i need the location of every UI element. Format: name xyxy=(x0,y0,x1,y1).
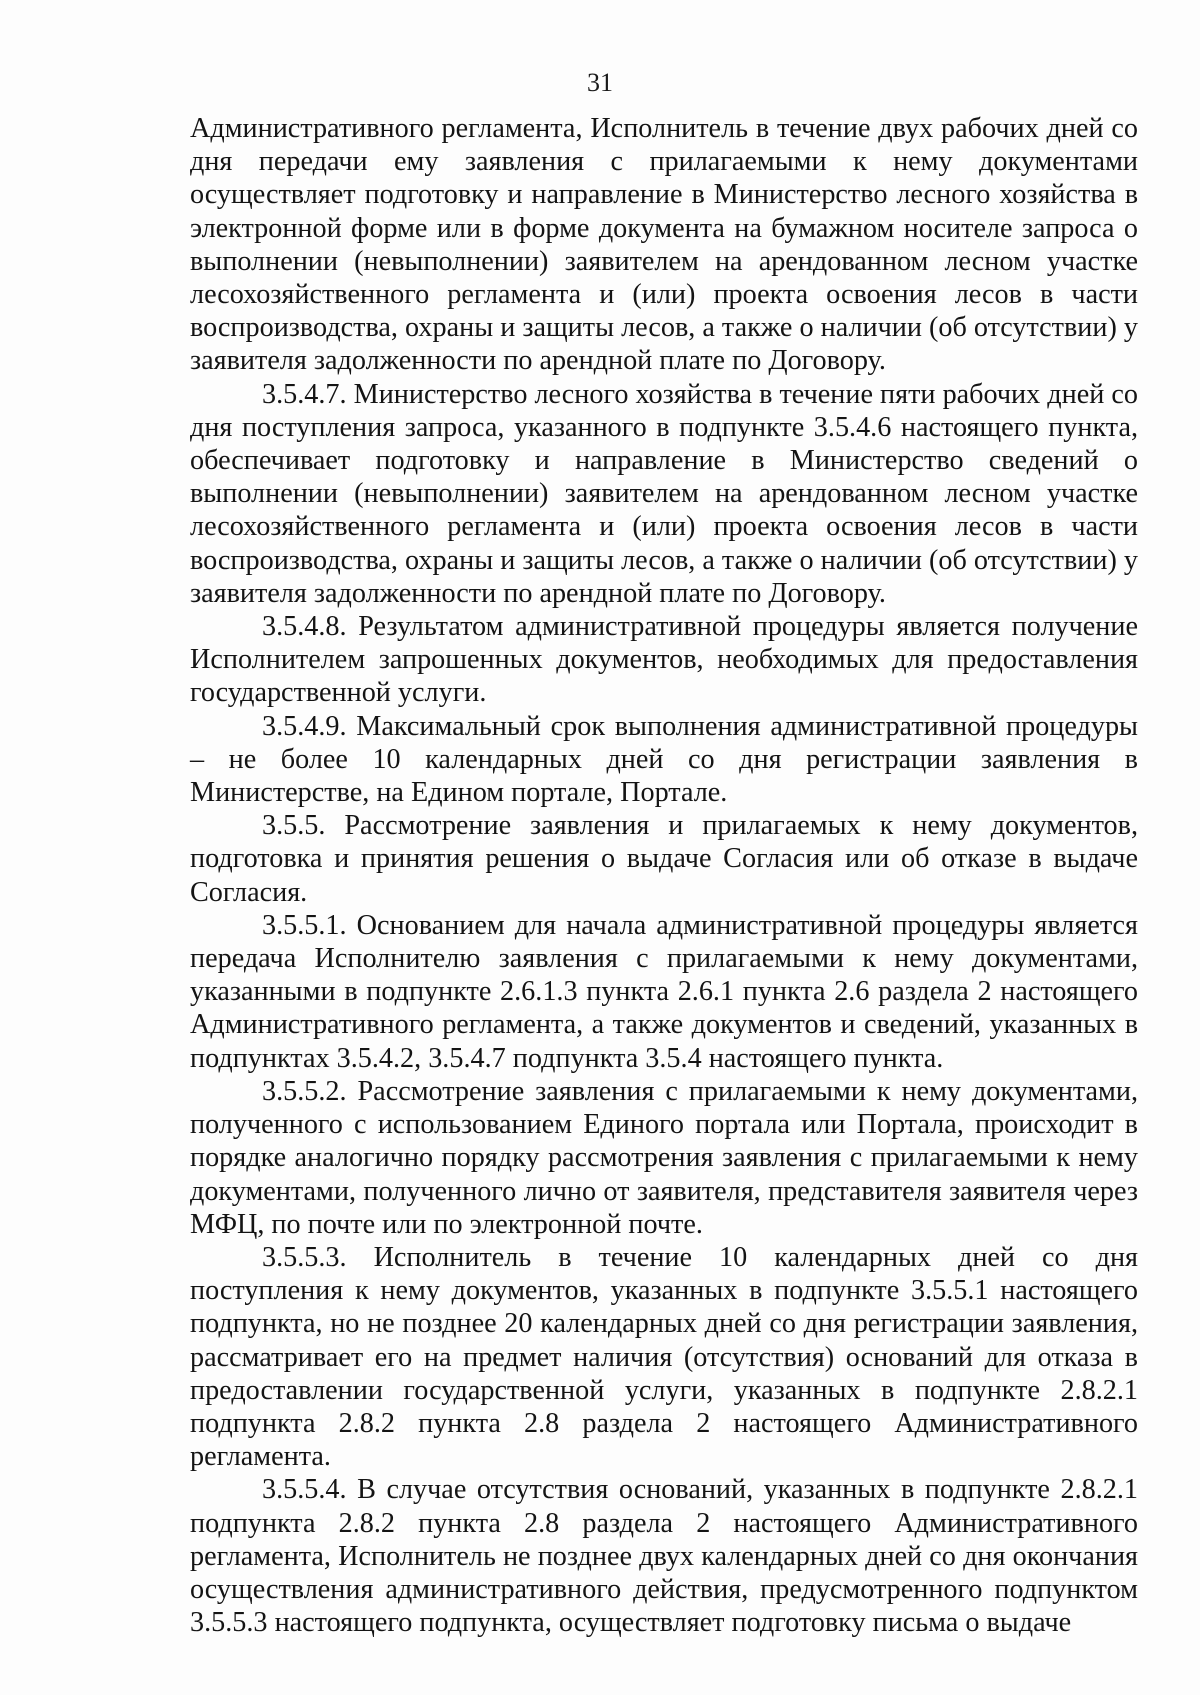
paragraph-3-5-5-1: 3.5.5.1. Основанием для начала административной процедуры является передача Исполнителю заявления с прилагаемыми к нему документами, указанными в подпункте 2.6.1.3 пункта 2.6.1 пункта 2.6 раздела 2 настоящего Административного регламента, а также документов и сведений, указанных в подпунктах 3.5.4.2, 3.5.4.7 подпункта 3.5.4 настоящего пункта. xyxy=(190,909,1138,1074)
paragraph-3-5-5-3: 3.5.5.3. Исполнитель в течение 10 календарных дней со дня поступления к нему документов, указанных в подпункте 3.5.5.1 настоящего подпункта, но не позднее 20 календарных дней со дня регистрации заявления, рассматривает его на предмет наличия (отсутствия) оснований для отказа в предоставлении государственной услуги, указанных в подпункте 2.8.2.1 подпункта 2.8.2 пункта 2.8 раздела 2 настоящего Административного регламента. xyxy=(190,1241,1138,1473)
paragraph-continuation: Административного регламента, Исполнитель в течение двух рабочих дней со дня передачи ему заявления с прилагаемыми к нему документами осуществляет подготовку и направление в Министерство лесного хозяйства в электронной форме или в форме документа на бумажном носителе запроса о выполнении (невыполнении) заявителем на арендованном лесном участке лесохозяйственного регламента и (или) проекта освоения лесов в части воспроизводства, охраны и защиты лесов, а также о наличии (об отсутствии) у заявителя задолженности по арендной плате по Договору. xyxy=(190,113,1138,377)
page-number: 31 xyxy=(587,68,613,97)
paragraph-3-5-5: 3.5.5. Рассмотрение заявления и прилагаемых к нему документов, подготовка и принятия решения о выдаче Согласия или об отказе в выдаче Согласия. xyxy=(190,810,1138,908)
paragraph-3-5-5-4: 3.5.5.4. В случае отсутствия оснований, указанных в подпункте 2.8.2.1 подпункта 2.8.2 пункта 2.8 раздела 2 настоящего Административного регламента, Исполнитель не позднее двух календарных дней со дня окончания осуществления административного действия, предусмотренного подпунктом 3.5.5.3 настоящего подпункта, осуществляет подготовку письма о выдаче xyxy=(190,1474,1138,1639)
document-body xyxy=(190,112,1138,1639)
paragraph-3-5-4-7: 3.5.4.7. Министерство лесного хозяйства в течение пяти рабочих дней со дня поступления запроса, указанного в подпункте 3.5.4.6 настоящего пункта, обеспечивает подготовку и направление в Министерство сведений о выполнении (невыполнении) заявителем на арендованном лесном участке лесохозяйственного регламента и (или) проекта освоения лесов в части воспроизводства, охраны и защиты лесов, а также о наличии (об отсутствии) у заявителя задолженности по арендной плате по Договору. xyxy=(190,378,1138,609)
paragraph-3-5-4-9: 3.5.4.9. Максимальный срок выполнения административной процедуры – не более 10 календарных дней со дня регистрации заявления в Министерстве, на Едином портале, Портале. xyxy=(190,710,1138,809)
paragraph-3-5-4-8: 3.5.4.8. Результатом административной процедуры является получение Исполнителем запрошенных документов, необходимых для предоставления государственной услуги. xyxy=(190,611,1138,709)
paragraph-3-5-5-2: 3.5.5.2. Рассмотрение заявления с прилагаемыми к нему документами, полученного с использованием Единого портала или Портала, происходит в порядке аналогично порядку рассмотрения заявления с прилагаемыми к нему документами, полученного лично от заявителя, представителя заявителя через МФЦ, по почте или по электронной почте. xyxy=(190,1075,1138,1240)
